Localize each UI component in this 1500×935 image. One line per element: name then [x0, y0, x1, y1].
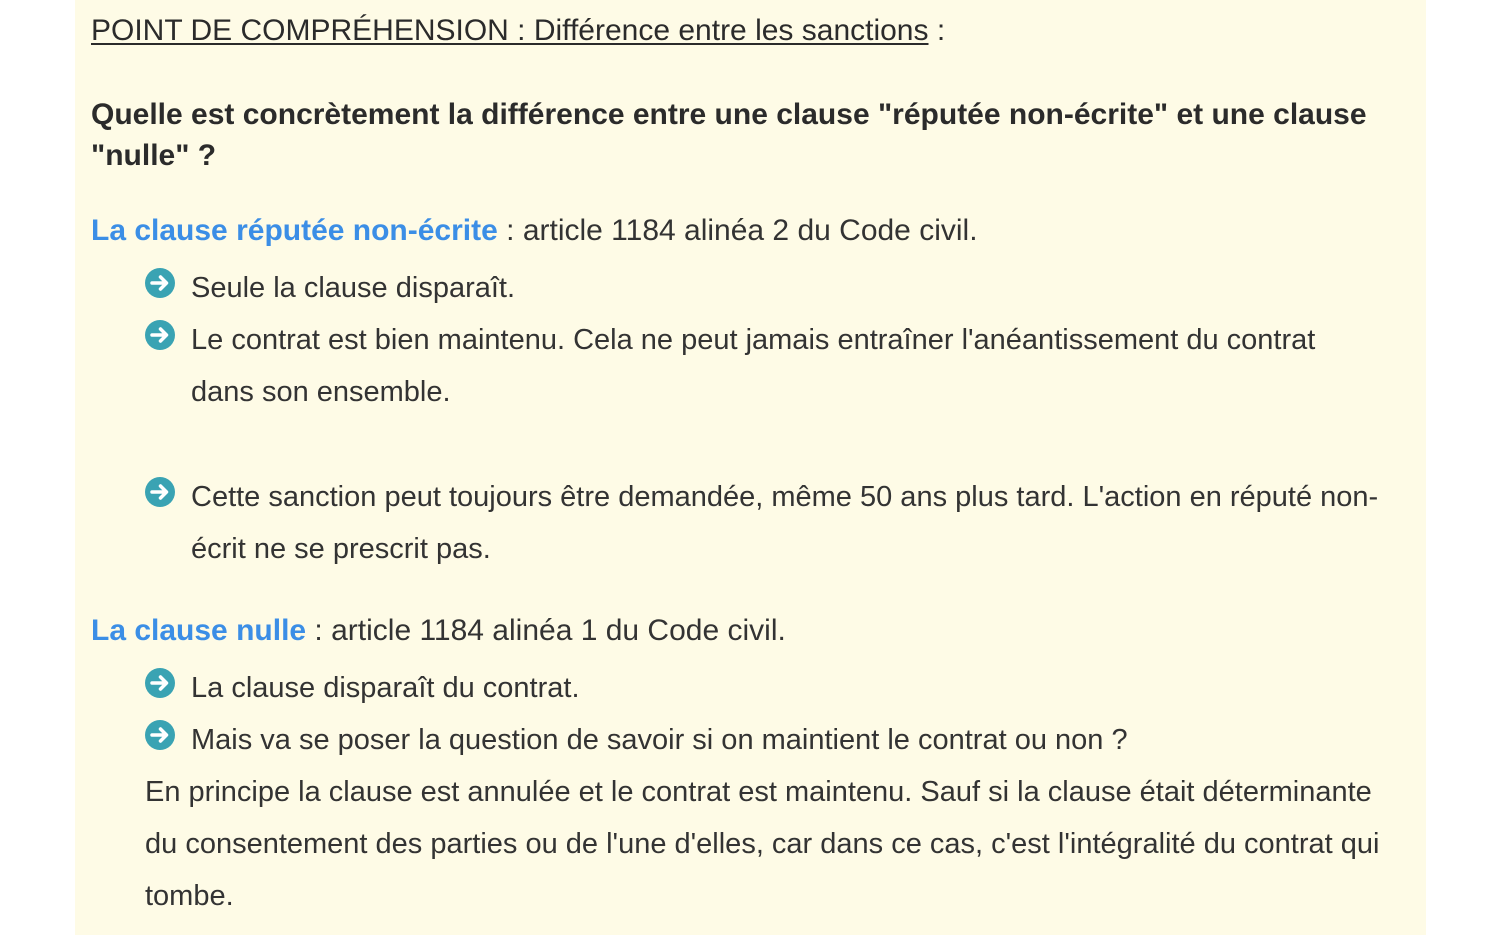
list-item — [145, 662, 1385, 714]
title-main: POINT DE COMPRÉHENSION : Différence entre les sanctions — [91, 14, 929, 47]
bullet-text: La clause disparaît du contrat. — [191, 672, 580, 704]
bullet-text: Cette sanction peut toujours être demandée, même 50 ans plus tard. L'action en réputé non-écrit ne se prescrit pas. — [191, 481, 1379, 565]
page-title — [91, 14, 945, 48]
list-item — [145, 471, 1385, 575]
list-item — [145, 314, 1385, 418]
section-rest-nulle: : article 1184 alinéa 1 du Code civil. — [306, 614, 786, 647]
arrow-circle-right-icon — [145, 720, 175, 750]
title-suffix: : — [928, 14, 946, 47]
bullet-text: Le contrat est bien maintenu. Cela ne peut jamais entraîner l'anéantissement du contrat dans son ensemble. — [191, 324, 1316, 408]
list-item — [145, 714, 1385, 766]
bullet-text: Mais va se poser la question de savoir si on maintient le contrat ou non ? — [191, 724, 1128, 756]
section-heading-nulle — [91, 614, 786, 648]
section-heading-reputee — [91, 214, 978, 248]
arrow-circle-right-icon — [145, 668, 175, 698]
question-text: Quelle est concrètement la différence entre une clause "réputée non-écrite" et une clause "nulle" ? — [91, 98, 1367, 172]
section-label-nulle: La clause nulle — [91, 614, 307, 647]
arrow-circle-right-icon — [145, 320, 175, 350]
list-item — [145, 262, 1385, 314]
arrow-circle-right-icon — [145, 477, 175, 507]
section-label-reputee: La clause réputée non-écrite — [91, 214, 498, 247]
explanation-paragraph: En principe la clause est annulée et le contrat est maintenu. Sauf si la clause était déterminante du consentement des parties ou de l'une d'elles, car dans ce cas, c'est l'intégralité du contrat qui tombe. — [145, 776, 1380, 912]
bullet-text: Seule la clause disparaît. — [191, 272, 516, 304]
section-rest-reputee: : article 1184 alinéa 2 du Code civil. — [497, 214, 978, 247]
arrow-circle-right-icon — [145, 268, 175, 298]
